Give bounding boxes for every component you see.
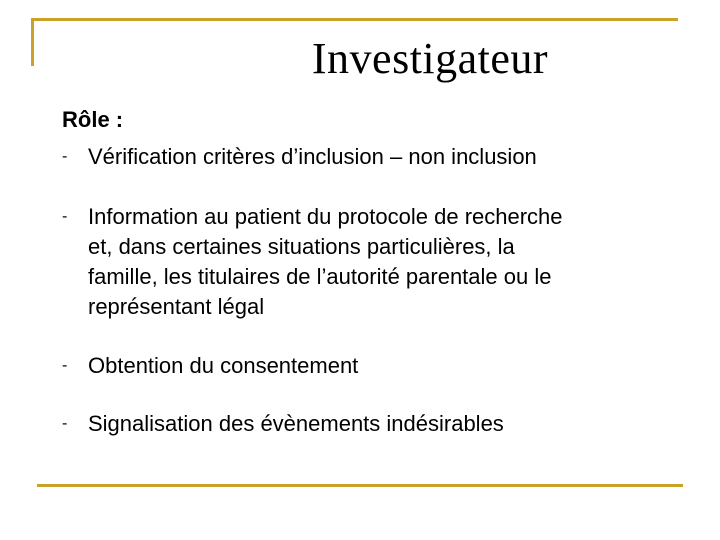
bullet-dash: - (62, 357, 68, 374)
bullet-line: et, dans certaines situations particulières, la (88, 234, 515, 259)
bullet-line: famille, les titulaires de l’autorité parentale ou le (88, 264, 552, 289)
bullet-line: Information au patient du protocole de recherche (88, 204, 563, 229)
bullet-line: Obtention du consentement (88, 353, 359, 378)
bullet-text (88, 202, 668, 322)
left-border-line (31, 18, 34, 66)
slide-title: Investigateur (311, 34, 549, 83)
bullet-line: Vérification critères d’inclusion – non inclusion (88, 144, 537, 169)
bullet-line: représentant légal (88, 294, 265, 319)
bullet-dash: - (62, 415, 68, 432)
bullet-text (88, 351, 668, 381)
role-heading: Rôle : (62, 107, 124, 132)
bullet-text (88, 409, 668, 439)
bottom-border-line (37, 484, 683, 487)
bullet-dash: - (62, 208, 68, 225)
bullet-line: Signalisation des évènements indésirables (88, 411, 504, 436)
top-border-line (31, 18, 678, 21)
bullet-dash: - (62, 148, 68, 165)
bullet-text (88, 142, 668, 172)
